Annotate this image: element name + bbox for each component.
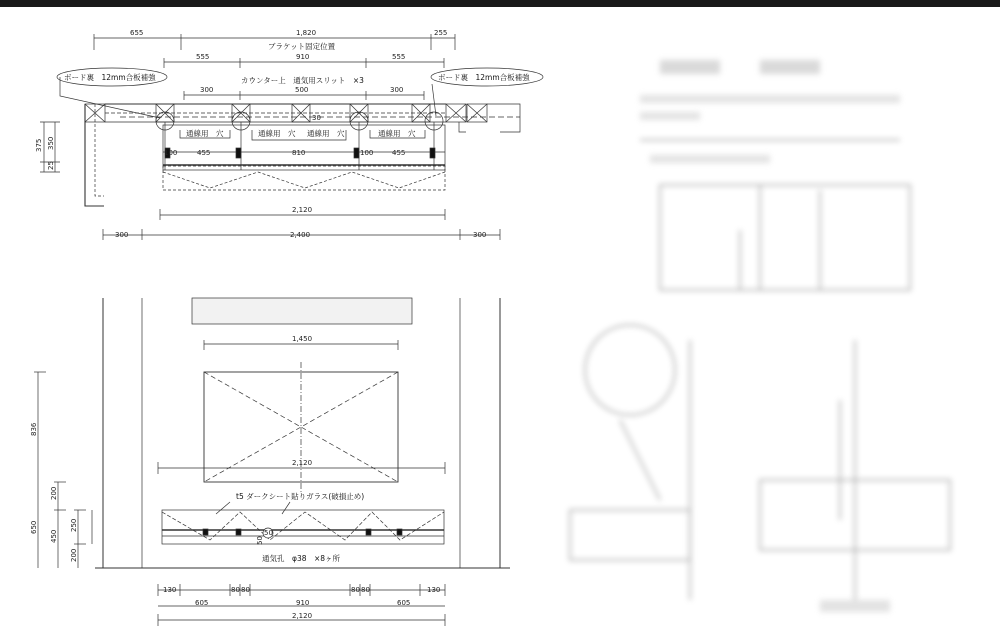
small-mark: 50 bbox=[256, 536, 264, 545]
dim-455-a: 455 bbox=[197, 149, 211, 157]
dim-100-b: 100 bbox=[360, 149, 374, 157]
wire-hole-1: 通線用 穴 bbox=[186, 129, 224, 138]
dim-910-elev: 910 bbox=[296, 599, 310, 607]
dim-200-b: 200 bbox=[70, 548, 78, 562]
dim-810: 810 bbox=[292, 149, 306, 157]
dim-555-b: 555 bbox=[392, 53, 406, 61]
wire-hole-3: 通線用 穴 bbox=[307, 129, 345, 138]
dim-1820: 1,820 bbox=[296, 29, 317, 37]
dim-350: 350 bbox=[47, 136, 55, 150]
vent-label: 通気孔 φ38 ×8ヶ所 bbox=[262, 554, 341, 563]
dim-80-b: 80 bbox=[241, 586, 250, 594]
wire-hole-2: 通線用 穴 bbox=[258, 129, 296, 138]
dim-1450: 1,450 bbox=[292, 335, 313, 343]
dim-80-a: 80 bbox=[231, 586, 240, 594]
glass-label: t5 ダークシート貼りガラス(破損止め) bbox=[236, 492, 365, 501]
dim-2400: 2,400 bbox=[290, 231, 311, 239]
dim-300-b: 300 bbox=[390, 86, 404, 94]
dim-80-c: 80 bbox=[351, 586, 360, 594]
dim-375: 375 bbox=[35, 138, 43, 152]
dim-100-a: 100 bbox=[164, 149, 178, 157]
dim-200-a: 200 bbox=[50, 486, 58, 500]
dim-650: 650 bbox=[30, 520, 38, 534]
dim-555-a: 555 bbox=[196, 53, 210, 61]
dim-80-d: 80 bbox=[361, 586, 370, 594]
wire-hole-4: 通線用 穴 bbox=[378, 129, 416, 138]
top-border bbox=[0, 0, 1000, 7]
dim-300-right: 300 bbox=[473, 231, 487, 239]
dim-130-b: 130 bbox=[427, 586, 441, 594]
elevation-view bbox=[34, 298, 510, 626]
dim-255: 255 bbox=[434, 29, 448, 37]
counter-label: カウンター上 通気用スリット ×3 bbox=[241, 76, 364, 85]
dim-2120-bottom: 2,120 bbox=[292, 612, 313, 620]
dim-605-a: 605 bbox=[195, 599, 209, 607]
board-note-left: ボード裏 12mm合板補強 bbox=[64, 73, 156, 82]
marker-30: 30 bbox=[312, 114, 321, 122]
dim-910: 910 bbox=[296, 53, 310, 61]
blurred-detail-area bbox=[570, 60, 950, 612]
dim-605-b: 605 bbox=[397, 599, 411, 607]
dim-455-b: 455 bbox=[392, 149, 406, 157]
dim-250: 250 bbox=[70, 518, 78, 532]
dim-450: 450 bbox=[50, 529, 58, 543]
dim-300-left: 300 bbox=[115, 231, 129, 239]
dim-130-a: 130 bbox=[163, 586, 177, 594]
circle-mark: 50 bbox=[264, 529, 273, 537]
elevation-labels bbox=[30, 335, 440, 620]
dim-300-a: 300 bbox=[200, 86, 214, 94]
dim-25: 25 bbox=[47, 161, 55, 170]
dim-655: 655 bbox=[130, 29, 144, 37]
dim-500: 500 bbox=[295, 86, 309, 94]
bracket-label: ブラケット固定位置 bbox=[268, 42, 336, 51]
dim-2120-plan: 2,120 bbox=[292, 206, 313, 214]
board-note-right: ボード裏 12mm合板補強 bbox=[438, 73, 530, 82]
plan-labels bbox=[35, 29, 530, 239]
dim-836: 836 bbox=[30, 422, 38, 436]
dim-2120-elev: 2,120 bbox=[292, 459, 313, 467]
